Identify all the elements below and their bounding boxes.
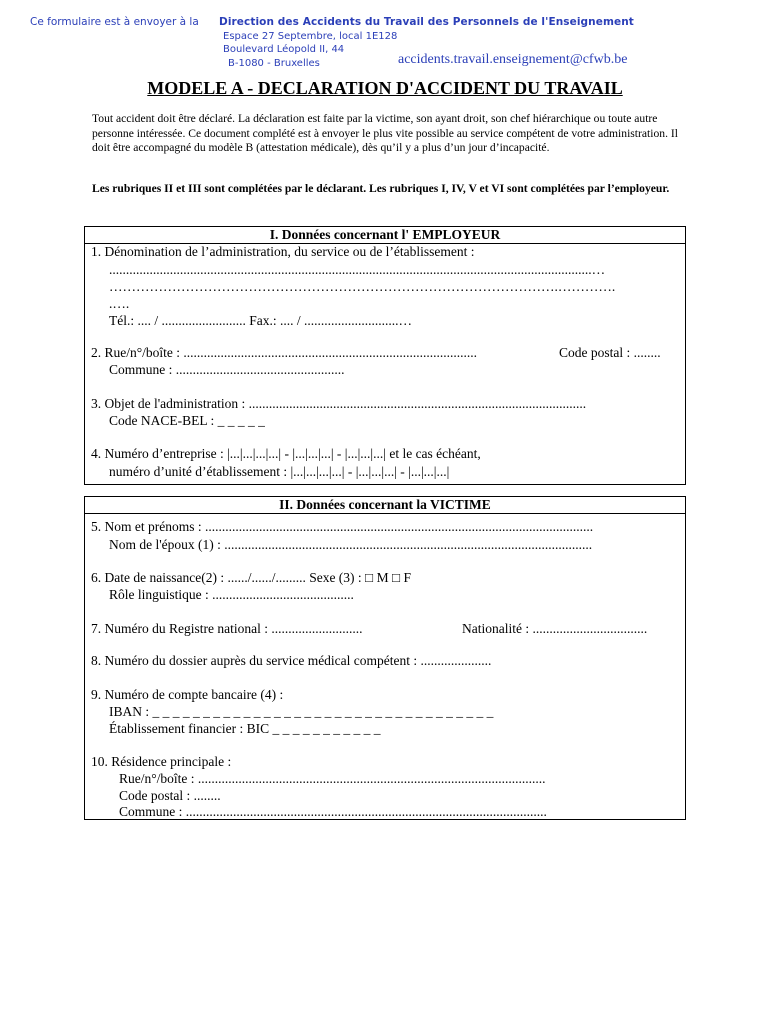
intro-paragraph: Tout accident doit être déclaré. La déclaration est faite par la victime, son ayant droit, son chef hiérarchique ou toute autre personne intéressée. Ce document complété est à envoyer le plus vite possible au service compétent de votre administration. Il doit être accompagné du modèle B (attestation médicale), dès qu’il y a plus d’un jour d’incapacité. — [92, 112, 678, 155]
direction-name: Direction des Accidents du Travail des Personnels de l'Enseignement — [219, 16, 634, 28]
field-5-spouse-name[interactable]: Nom de l'époux (1) : ............................................................................................................. — [109, 537, 593, 552]
page-title: MODELE A - DECLARATION D'ACCIDENT DU TRAVAIL — [147, 78, 623, 98]
employer-section-heading: I. Données concernant l' EMPLOYEUR — [85, 227, 685, 244]
field-9-bic[interactable]: Établissement financier : BIC _ _ _ _ _ _ _ _ _ _ _ — [109, 721, 381, 736]
field-1-dots-1[interactable]: ...............................................................................................................................................… — [109, 262, 606, 277]
address-line-3: B-1080 - Bruxelles — [228, 58, 320, 69]
field-1-dots-3[interactable]: .…. — [109, 296, 130, 311]
field-9-label: 9. Numéro de compte bancaire (4) : — [91, 687, 284, 702]
field-2-street[interactable]: 2. Rue/n°/boîte : ....................................................................................... — [91, 345, 478, 360]
tel-fax-field[interactable]: Tél.: .... / ......................... Fax.: .... / ............................… — [109, 313, 412, 328]
email-link[interactable]: accidents.travail.enseignement@cfwb.be — [398, 52, 628, 67]
field-6-birth-sex[interactable]: 6. Date de naissance(2) : ....../....../......... Sexe (3) : □ M □ F — [91, 570, 411, 585]
field-7-nationality[interactable]: Nationalité : .................................. — [462, 621, 648, 636]
field-2-commune[interactable]: Commune : .................................................. — [109, 362, 345, 377]
field-6-language-role[interactable]: Rôle linguistique : .......................................... — [109, 587, 354, 602]
instructions-note: Les rubriques II et III sont complétées par le déclarant. Les rubriques I, IV, V et VI sont complétées par l’employeur. — [92, 182, 670, 195]
address-line-1: Espace 27 Septembre, local 1E128 — [223, 31, 398, 42]
field-1-dots-2[interactable]: ……………………………………………………………………………………….…………. — [109, 279, 616, 294]
field-10-commune[interactable]: Commune : ........................................................................................................... — [119, 804, 547, 819]
victim-section — [84, 496, 686, 820]
field-1-label: 1. Dénomination de l’administration, du service ou de l’établissement : — [91, 244, 475, 259]
field-9-iban[interactable]: IBAN : _ _ _ _ _ _ _ _ _ _ _ _ _ _ _ _ _ _ _ _ _ _ _ _ _ _ _ _ _ _ _ _ _ _ — [109, 704, 494, 719]
field-10-label: 10. Résidence principale : — [91, 754, 232, 769]
employer-section — [84, 226, 686, 485]
field-10-street[interactable]: Rue/n°/boîte : ....................................................................................................... — [119, 771, 546, 786]
victim-section-heading: II. Données concernant la VICTIME — [85, 497, 685, 514]
field-4-unit-number[interactable]: numéro d’unité d’établissement : |...|...|...|...| - |...|...|...| - |...|...|...| — [109, 464, 450, 479]
field-7-national-register[interactable]: 7. Numéro du Registre national : ........................... — [91, 621, 363, 636]
field-3-nace-code[interactable]: Code NACE-BEL : _ _ _ _ _ — [109, 413, 265, 428]
field-2-postcode[interactable]: Code postal : ........ — [559, 345, 661, 360]
send-to-label: Ce formulaire est à envoyer à la — [30, 16, 199, 28]
field-4-enterprise-number[interactable]: 4. Numéro d’entreprise : |...|...|...|...| - |...|...|...| - |...|...|...| et le cas échéant, — [91, 446, 481, 461]
address-line-2: Boulevard Léopold II, 44 — [223, 44, 345, 55]
field-10-postcode[interactable]: Code postal : ........ — [119, 788, 221, 803]
field-5-name[interactable]: 5. Nom et prénoms : ................................................................................................................... — [91, 519, 594, 534]
field-8-medical-file[interactable]: 8. Numéro du dossier auprès du service médical compétent : ..................... — [91, 653, 492, 668]
field-3-object[interactable]: 3. Objet de l'administration : .................................................................................................... — [91, 396, 587, 411]
